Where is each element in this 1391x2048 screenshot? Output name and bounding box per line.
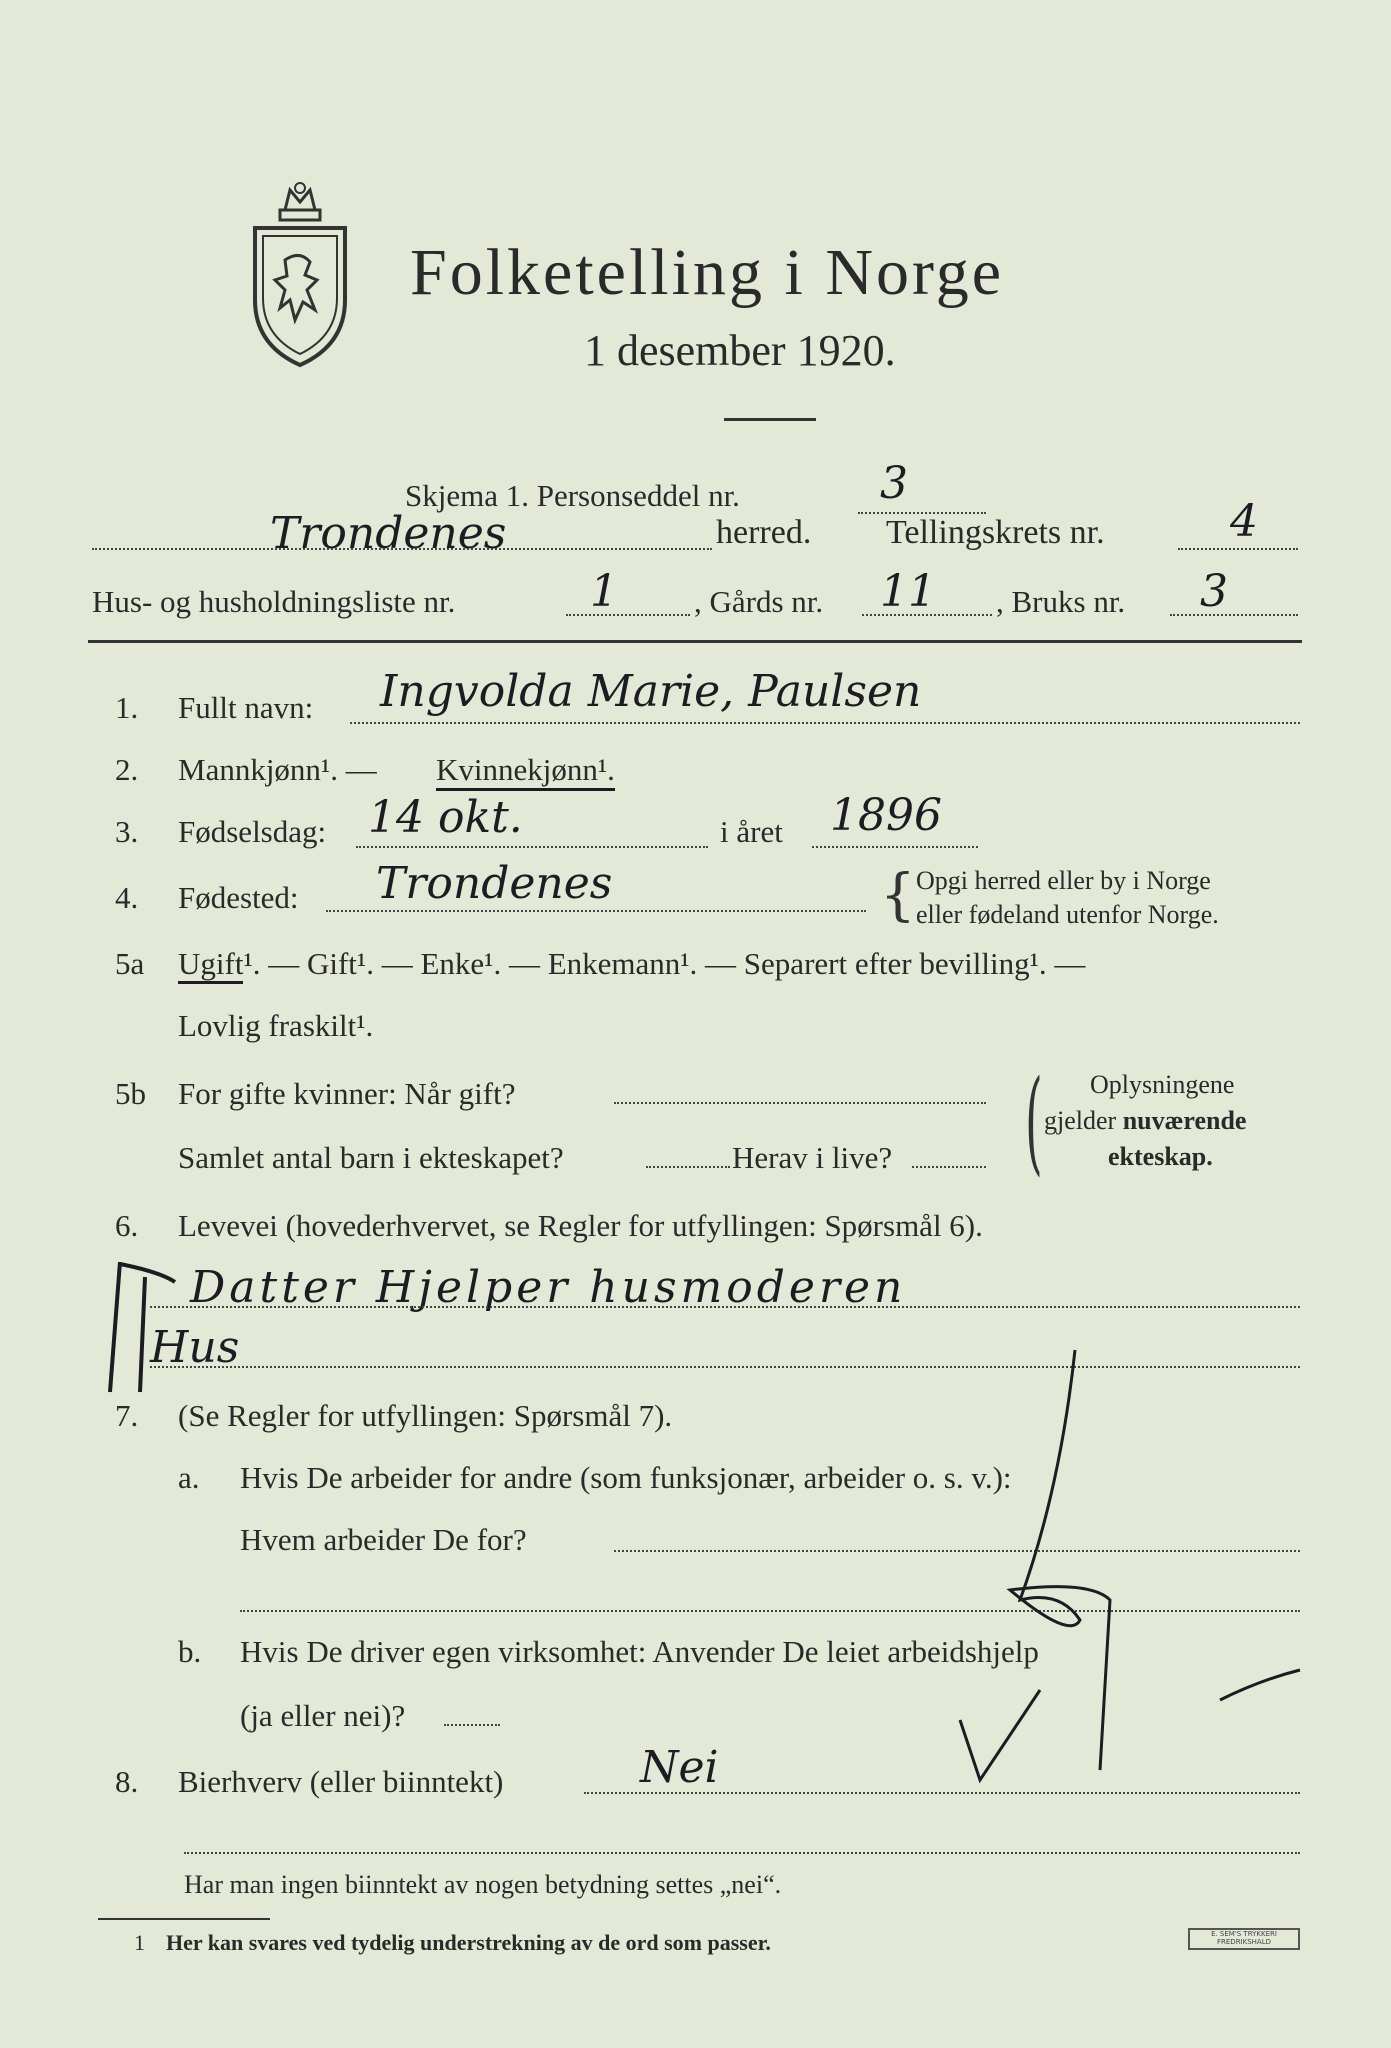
birthplace-value: Trondenes: [376, 858, 613, 909]
children-alive-label: Herav i live?: [732, 1140, 893, 1175]
bruks-label: , Bruks nr.: [996, 584, 1126, 619]
children-total-label: Samlet antal barn i ekteskapet?: [178, 1140, 564, 1175]
q4-label: Fødested:: [178, 880, 299, 915]
husholdningsliste-label: Hus- og husholdningsliste nr.: [92, 584, 456, 619]
full-name-value: Ingvolda Marie, Paulsen: [380, 666, 922, 717]
q7b-letter: b.: [178, 1634, 202, 1669]
q7a-text: Hvis De arbeider for andre (som funksjonær, arbeider o. s. v.):: [240, 1460, 1012, 1495]
q8-number: 8.: [115, 1764, 139, 1799]
herred-value: Trondenes: [270, 508, 507, 559]
birth-year-value: 1896: [830, 790, 942, 841]
form-title: Folketelling i Norge: [410, 236, 1005, 309]
title-divider: [724, 418, 816, 421]
footer-note: Har man ingen biinntekt av nogen betydning settes „nei“.: [184, 1870, 782, 1899]
skjema-label: Skjema 1. Personseddel nr.: [405, 478, 740, 513]
when-married-label: For gifte kvinner: Når gift?: [178, 1076, 516, 1111]
year-label: i året: [720, 814, 783, 849]
gards-label: , Gårds nr.: [694, 584, 824, 619]
side-income-value: Nei: [640, 1742, 719, 1793]
personseddel-value: 3: [880, 458, 908, 509]
marriage-note-1: Oplysningene: [1090, 1070, 1235, 1099]
printer-stamp: E. SEM'S TRYKKERI FREDRIKSHALD: [1188, 1928, 1300, 1950]
q1-number: 1.: [115, 690, 139, 725]
unmarried-option: Ugift: [178, 946, 243, 984]
occupation-value-2: Hus: [150, 1322, 240, 1373]
q3-label: Fødselsdag:: [178, 814, 327, 849]
q7-number: 7.: [115, 1398, 139, 1433]
marriage-note-2a: gjelder: [1044, 1106, 1117, 1135]
handwritten-check-mark: [940, 1340, 1310, 1800]
birthplace-note-1: Opgi herred eller by i Norge: [916, 866, 1211, 895]
bruks-value: 3: [1200, 566, 1228, 617]
occupation-code-mark: [100, 1252, 190, 1402]
divorced-option: Lovlig fraskilt¹.: [178, 1008, 374, 1043]
footnote-text: Her kan svares ved tydelig understrekning av de ord som passer.: [166, 1930, 771, 1955]
tellingskrets-label: Tellingskrets nr.: [886, 514, 1105, 551]
footnote-number: 1: [134, 1930, 145, 1955]
q4-number: 4.: [115, 880, 139, 915]
q7b-text: Hvis De driver egen virksomhet: Anvender De leiet arbeidshjelp: [240, 1634, 1039, 1669]
civil-status-options: ¹. — Gift¹. — Enke¹. — Enkemann¹. — Separert efter bevilling¹. —: [243, 946, 1086, 981]
form-date: 1 desember 1920.: [584, 326, 896, 375]
employer-label: Hvem arbeider De for?: [240, 1522, 527, 1557]
q6-label: Levevei (hovederhvervet, se Regler for utfyllingen: Spørsmål 6).: [178, 1208, 983, 1243]
marriage-note-3: ekteskap.: [1108, 1142, 1213, 1171]
female-option: Kvinnekjønn¹.: [436, 752, 615, 791]
birthplace-note-2: eller fødeland utenfor Norge.: [916, 900, 1219, 929]
occupation-value-1: Datter Hjelper husmoderen: [190, 1262, 907, 1313]
q7-label: (Se Regler for utfyllingen: Spørsmål 7).: [178, 1398, 673, 1433]
q5a-number: 5a: [115, 946, 145, 981]
husholdningsliste-value: 1: [590, 566, 618, 617]
norwegian-coat-of-arms-icon: [245, 180, 355, 370]
male-option: Mannkjønn¹. —: [178, 752, 377, 787]
marriage-note-2b: nuværende: [1122, 1106, 1247, 1135]
q8-label: Bierhverv (eller biinntekt): [178, 1764, 504, 1799]
hired-help-label: (ja eller nei)?: [240, 1698, 406, 1733]
tellingskrets-value: 4: [1230, 496, 1258, 547]
gards-value: 11: [880, 566, 936, 617]
q6-number: 6.: [115, 1208, 139, 1243]
birthday-value: 14 okt.: [368, 792, 523, 843]
q1-label: Fullt navn:: [178, 690, 314, 725]
q7a-letter: a.: [178, 1460, 200, 1495]
q3-number: 3.: [115, 814, 139, 849]
census-form: Folketelling i Norge 1 desember 1920. Skjema 1. Personseddel nr. 3 Trondenes herred. Tellingskrets nr. 4 Hus- og husholdningsliste nr. 1 , Gårds nr. 11 , Bruks nr. 3 1. Fullt navn: Ingvolda Marie, Paulsen 2. Mannkjønn¹. — Kvinnekjønn¹. 3. Fødselsdag: 14 okt. i året 1896 4. Fødested: Trondenes { Opgi herred eller by i Norge eller fødeland utenfor Norge. 5a Ugift¹. — Gift¹. — Enke¹. — Enkemann¹. — Separert efter bevilling¹. — Lovlig fraskilt¹. 5b For gifte kvinner: Når gift? Samlet antal barn i ekteskapet? Herav i live? ( Oplysningene gjelder nuværende ekteskap. 6. Levevei (hovederhvervet, se Regler for utfyllingen: Spørsmål 6). Datter Hjelper husmoderen Hus 7. (Se Regler for utfyllingen: Spørsmål 7). a. Hvis De arbeider for andre (som funksjonær, arbeider o. s. v.): Hvem arbeider De for? b. Hvis De driver egen virksomhet: Anvender De leiet arbeidshjelp (ja eller nei)? 8. Bierhverv (eller biinntekt) Nei Har man ingen biinntekt av nogen betydning settes „nei“. 1 Her kan svares ved tydelig understrekning av de ord som passer. E. SEM'S TRYKKERI FREDRIKSHALD: [0, 0, 1391, 2048]
herred-label: herred.: [716, 514, 812, 551]
q2-number: 2.: [115, 752, 139, 787]
header-divider: [88, 640, 1302, 643]
q5b-number: 5b: [115, 1076, 146, 1111]
